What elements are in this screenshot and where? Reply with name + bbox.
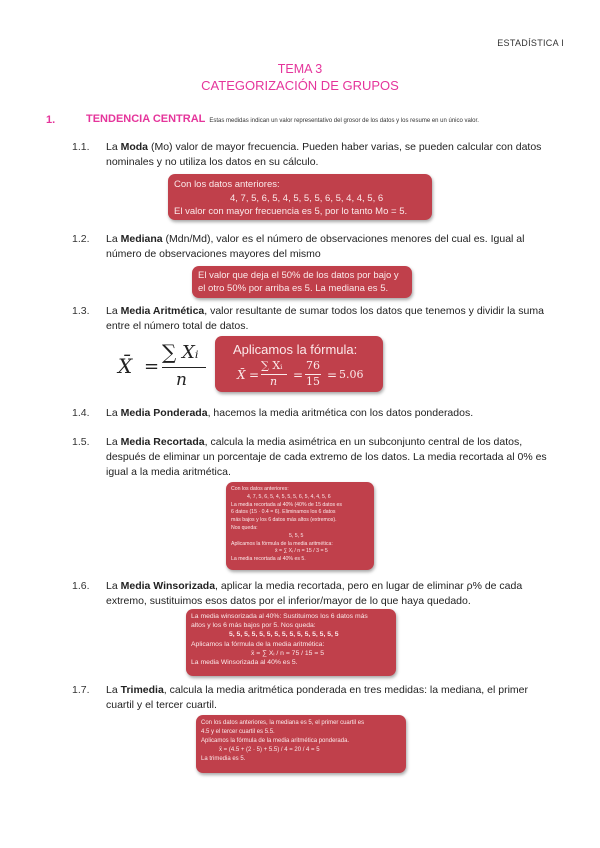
box-line: altos y los 6 más bajos por 5. Nos queda: <box>191 622 316 630</box>
box-line: x̄ = ∑ Xᵢ / n = 75 / 15 = 5 <box>251 649 324 657</box>
example-box-media-aritmetica <box>215 336 383 392</box>
box-line: Con los datos anteriores: <box>231 486 289 492</box>
item-paragraph: La Media Aritmética, valor resultante de sumar todos los datos que tenemos y dividir la suma entre el número total de datos. <box>106 305 544 332</box>
box-line: 6 datos (15 · 0.4 = 6). Eliminamos los 6 datos <box>231 509 336 516</box>
box-line: 5, 5, 5, 5, 5, 5, 5, 5, 5, 5, 5, 5, 5, 5, 5 <box>229 631 339 639</box>
box-line: El valor que deja el 50% de los datos por bajo y <box>198 270 399 281</box>
section-subtitle: Estas medidas indican un valor representativo del grosor de los datos y los resume en un único valor. <box>209 118 479 124</box>
box-line: más bajos y los 6 datos más altos (extremos). <box>231 517 337 524</box>
item-paragraph: La Media Winsorizada, aplicar la media recortada, pero en lugar de eliminar ρ% de cada extremo, sustituimos esos datos por el inferior/mayor de lo que haya quedado. <box>106 580 523 607</box>
item-paragraph: La Media Recortada, calcula la media asimétrica en un subconjunto central de los datos, después de eliminar un porcentaje de cada extremo de los datos. La media recortada al 0% es igual a la media aritmética. <box>106 436 547 478</box>
box-line: Aplicamos la fórmula de la media aritmética: <box>231 540 333 547</box>
box-line: 4, 7, 5, 6, 5, 4, 5, 5, 5, 6, 5, 4, 4, 5, 6 <box>230 193 384 204</box>
section-heading-text: TENDENCIA CENTRAL <box>86 113 206 125</box>
item-paragraph: La Media Ponderada, hacemos la media aritmética con los datos ponderados. <box>106 407 474 419</box>
topic-number: TEMA 3 <box>277 62 323 76</box>
item-number: 1.4. <box>72 407 90 419</box>
mean-formula: X̄ = ∑ Xᵢ n <box>118 340 208 390</box>
box-line: La media recortada al 40% es 5. <box>231 556 306 563</box>
item-paragraph: La Trimedia, calcula la media aritmética ponderada en tres medidas: la mediana, el primer cuartil y el tercer cuartil. <box>106 684 528 711</box>
box-line: La media Winsorizada al 40% es 5. <box>191 659 298 667</box>
example-box-media-recortada <box>226 482 374 570</box>
example-box-mediana <box>192 266 412 298</box>
box-line: x̄ = ∑ Xᵢ / n = 15 / 3 = 5 <box>275 548 328 555</box>
box-line: El valor con mayor frecuencia es 5, por lo tanto Mo = 5. <box>174 206 408 217</box>
item-term: Moda <box>120 141 149 153</box>
item-number: 1.1. <box>72 141 90 153</box>
page-title: CATEGORIZACIÓN DE GRUPOS <box>201 78 399 93</box>
box-line: Nos queda: <box>231 524 258 531</box>
item-term: Media Recortada <box>120 436 205 448</box>
box-formula: X̄ = ∑ Xᵢ n = 76 15 = 5.06 <box>237 359 364 388</box>
box-line: Aplicamos la fórmula de la media aritmética ponderada. <box>201 738 350 744</box>
formula-sum: ∑ <box>162 340 177 364</box>
course-header: ESTADÍSTICA I <box>497 38 564 48</box>
item-number: 1.7. <box>72 684 90 696</box>
item-number: 1.2. <box>72 233 90 245</box>
item-term: Media Aritmética <box>120 305 205 317</box>
box-line: 4, 7, 5, 6, 5, 4, 5, 5, 5, 6, 5, 4, 4, 5, 6 <box>247 493 331 500</box>
box-line: el otro 50% por arriba es 5. La mediana es 5. <box>198 283 389 294</box>
item-term: Media Ponderada <box>120 407 208 419</box>
box-line: Con los datos anteriores: <box>174 179 280 190</box>
box-line: Aplicamos la fórmula: <box>233 342 358 357</box>
box-line: x̄ = (4.5 + (2 · 5) + 5.5) / 4 = 20 / 4 = 5 <box>219 747 320 753</box>
item-number: 1.3. <box>72 305 90 317</box>
box-line: Con los datos anteriores, la mediana es 5, el primer cuartil es <box>201 720 365 726</box>
item-term: Trimedia <box>120 684 164 696</box>
example-box-media-winsorizada <box>186 609 396 676</box>
item-paragraph: La Moda (Mo) valor de mayor frecuencia. Pueden haber varias, se pueden calcular con datos nominales y no utiliza los datos en su cálculo. <box>106 141 542 168</box>
box-line: La media recortada al 40% (40% de 15 datos es <box>231 501 343 508</box>
box-line: 5, 5, 5 <box>289 532 304 539</box>
formula-var: Xᵢ <box>182 342 199 363</box>
example-box-moda <box>168 174 432 220</box>
formula-den: n <box>176 370 187 390</box>
box-line: 4.5 y el tercer cuartil es 5.5. <box>201 729 275 735</box>
item-term: Mediana <box>120 233 163 245</box>
item-number: 1.5. <box>72 436 90 448</box>
box-line: Aplicamos la fórmula de la media aritmética: <box>191 640 325 648</box>
item-paragraph: La Mediana (Mdn/Md), valor es el número de observaciones menores del cual es. Igual al número de observaciones mayores del mismo <box>106 233 525 260</box>
box-line: La media winsorizada al 40%: Sustituimos los 6 datos más <box>191 613 368 620</box>
formula-lhs: X̄ <box>118 354 133 378</box>
item-number: 1.6. <box>72 580 90 592</box>
example-box-trimedia <box>196 715 406 773</box>
box-line: La trimedia es 5. <box>201 756 246 762</box>
section-number: 1. <box>46 114 56 126</box>
item-term: Media Winsorizada <box>120 580 216 592</box>
section-heading <box>86 113 479 125</box>
